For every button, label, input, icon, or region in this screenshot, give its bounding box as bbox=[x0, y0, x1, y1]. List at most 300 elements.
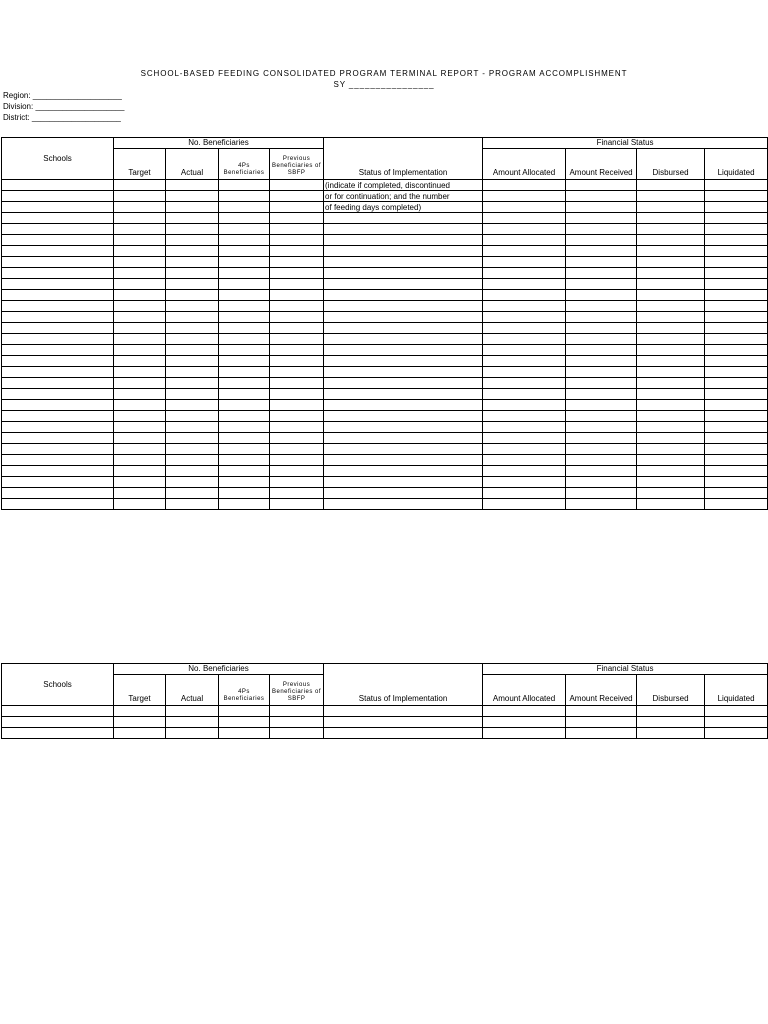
table-cell bbox=[114, 268, 166, 279]
table-cell bbox=[166, 455, 219, 466]
table-row bbox=[2, 334, 768, 345]
table-cell bbox=[566, 466, 637, 477]
schools-header: Schools bbox=[2, 664, 114, 706]
table-cell bbox=[114, 488, 166, 499]
table-cell bbox=[270, 455, 324, 466]
table-cell bbox=[270, 400, 324, 411]
table-cell bbox=[566, 345, 637, 356]
table-cell bbox=[114, 433, 166, 444]
table-cell bbox=[637, 180, 705, 191]
table-cell bbox=[270, 488, 324, 499]
table-cell bbox=[114, 356, 166, 367]
table-row bbox=[2, 202, 768, 213]
table-cell bbox=[114, 279, 166, 290]
no-beneficiaries-header: No. Beneficiaries bbox=[114, 664, 324, 675]
table-cell bbox=[219, 466, 270, 477]
table-cell bbox=[166, 356, 219, 367]
table-cell bbox=[566, 279, 637, 290]
table-cell bbox=[166, 257, 219, 268]
table-cell bbox=[483, 235, 566, 246]
table-cell bbox=[705, 433, 768, 444]
table-cell bbox=[166, 334, 219, 345]
amount-allocated-header: Amount Allocated bbox=[483, 675, 566, 706]
status-note-line: (indicate if completed, discontinued bbox=[324, 180, 483, 191]
table-cell bbox=[483, 389, 566, 400]
table-cell bbox=[705, 268, 768, 279]
table-cell bbox=[114, 422, 166, 433]
table-cell bbox=[219, 257, 270, 268]
table-cell bbox=[566, 706, 637, 717]
table-cell bbox=[483, 290, 566, 301]
table-cell bbox=[566, 191, 637, 202]
table-cell bbox=[114, 499, 166, 510]
status-note-line: of feeding days completed) bbox=[324, 202, 483, 213]
table-cell bbox=[2, 422, 114, 433]
table-cell bbox=[637, 356, 705, 367]
table-cell bbox=[483, 202, 566, 213]
table-cell bbox=[270, 367, 324, 378]
table-cell bbox=[2, 268, 114, 279]
table-cell bbox=[114, 717, 166, 728]
table-cell bbox=[166, 312, 219, 323]
table-cell bbox=[2, 202, 114, 213]
table-cell bbox=[219, 213, 270, 224]
table-cell bbox=[566, 202, 637, 213]
table-row bbox=[2, 367, 768, 378]
table-cell bbox=[324, 290, 483, 301]
district-field: District: ____________________ bbox=[3, 113, 121, 122]
table-cell bbox=[114, 180, 166, 191]
table-cell bbox=[166, 246, 219, 257]
table-cell bbox=[483, 246, 566, 257]
table-row bbox=[2, 224, 768, 235]
table-cell bbox=[270, 191, 324, 202]
table-cell bbox=[637, 301, 705, 312]
table-cell bbox=[566, 477, 637, 488]
table-cell bbox=[324, 706, 483, 717]
table-cell bbox=[637, 466, 705, 477]
table-cell bbox=[114, 290, 166, 301]
table-cell bbox=[637, 345, 705, 356]
table-cell bbox=[166, 202, 219, 213]
table-cell bbox=[219, 488, 270, 499]
table-cell bbox=[566, 301, 637, 312]
table-cell bbox=[219, 246, 270, 257]
table-cell bbox=[324, 235, 483, 246]
table-cell bbox=[270, 411, 324, 422]
table-cell bbox=[2, 400, 114, 411]
table-cell bbox=[637, 378, 705, 389]
table-cell bbox=[2, 235, 114, 246]
table-cell bbox=[705, 257, 768, 268]
table-cell bbox=[166, 466, 219, 477]
status-note-line: or for continuation; and the number bbox=[324, 191, 483, 202]
table-cell bbox=[166, 444, 219, 455]
actual-header: Actual bbox=[166, 675, 219, 706]
table-cell bbox=[324, 257, 483, 268]
table-cell bbox=[637, 706, 705, 717]
table-cell bbox=[219, 411, 270, 422]
report-title: SCHOOL-BASED FEEDING CONSOLIDATED PROGRAM TERMINAL REPORT - PROGRAM ACCOMPLISHMENT bbox=[140, 69, 628, 78]
table-cell bbox=[637, 312, 705, 323]
table-cell bbox=[2, 455, 114, 466]
table-cell bbox=[483, 180, 566, 191]
table-cell bbox=[270, 345, 324, 356]
table-cell bbox=[705, 246, 768, 257]
table-cell bbox=[166, 728, 219, 739]
table-cell bbox=[270, 224, 324, 235]
liquidated-header: Liquidated bbox=[705, 675, 768, 706]
table-cell bbox=[114, 466, 166, 477]
table-row bbox=[2, 455, 768, 466]
table-cell bbox=[166, 400, 219, 411]
table-cell bbox=[2, 444, 114, 455]
table-cell bbox=[637, 728, 705, 739]
schools-header: Schools bbox=[2, 138, 114, 180]
table-cell bbox=[219, 717, 270, 728]
table-cell bbox=[2, 367, 114, 378]
table-cell bbox=[566, 411, 637, 422]
table-cell bbox=[2, 257, 114, 268]
table-cell bbox=[2, 301, 114, 312]
region-field: Region: ____________________ bbox=[3, 91, 122, 100]
table-cell bbox=[483, 717, 566, 728]
table-cell bbox=[705, 706, 768, 717]
table-cell bbox=[705, 728, 768, 739]
table-cell bbox=[483, 488, 566, 499]
table-cell bbox=[114, 389, 166, 400]
table-cell bbox=[166, 323, 219, 334]
table-cell bbox=[566, 323, 637, 334]
table-cell bbox=[166, 717, 219, 728]
table-cell bbox=[566, 389, 637, 400]
previous-beneficiaries-header: Previous Beneficiaries of SBFP bbox=[270, 675, 324, 706]
table-row bbox=[2, 279, 768, 290]
table-row bbox=[2, 312, 768, 323]
table-cell bbox=[483, 455, 566, 466]
table-cell bbox=[114, 191, 166, 202]
table-cell bbox=[270, 706, 324, 717]
table-row bbox=[2, 268, 768, 279]
table-cell bbox=[637, 411, 705, 422]
table-cell bbox=[566, 400, 637, 411]
table-cell bbox=[705, 422, 768, 433]
table-cell bbox=[705, 477, 768, 488]
table-cell bbox=[705, 389, 768, 400]
no-beneficiaries-header: No. Beneficiaries bbox=[114, 138, 324, 149]
table-cell bbox=[637, 279, 705, 290]
table-cell bbox=[2, 246, 114, 257]
table-cell bbox=[270, 301, 324, 312]
table-cell bbox=[566, 488, 637, 499]
table-cell bbox=[483, 356, 566, 367]
table-cell bbox=[324, 728, 483, 739]
table-cell bbox=[270, 323, 324, 334]
table-cell bbox=[566, 213, 637, 224]
table-cell bbox=[705, 367, 768, 378]
table-cell bbox=[566, 257, 637, 268]
table-cell bbox=[637, 389, 705, 400]
table-cell bbox=[705, 466, 768, 477]
table-cell bbox=[637, 422, 705, 433]
table-cell bbox=[637, 400, 705, 411]
table-cell bbox=[324, 268, 483, 279]
table-cell bbox=[166, 180, 219, 191]
table-cell bbox=[637, 191, 705, 202]
table-cell bbox=[219, 180, 270, 191]
table-row bbox=[2, 717, 768, 728]
table-cell bbox=[705, 356, 768, 367]
table-cell bbox=[114, 378, 166, 389]
table-cell bbox=[483, 499, 566, 510]
target-header: Target bbox=[114, 675, 166, 706]
table-cell bbox=[2, 433, 114, 444]
table-cell bbox=[705, 279, 768, 290]
table-cell bbox=[566, 356, 637, 367]
table-cell bbox=[219, 202, 270, 213]
table-cell bbox=[166, 213, 219, 224]
table-cell bbox=[114, 400, 166, 411]
table-cell bbox=[2, 279, 114, 290]
table-row bbox=[2, 213, 768, 224]
financial-status-header: Financial Status bbox=[483, 664, 768, 675]
table-cell bbox=[2, 389, 114, 400]
table-cell bbox=[270, 180, 324, 191]
table-cell bbox=[566, 422, 637, 433]
division-field: Division: ____________________ bbox=[3, 102, 125, 111]
amount-received-header: Amount Received bbox=[566, 675, 637, 706]
table-cell bbox=[219, 422, 270, 433]
table-cell bbox=[637, 717, 705, 728]
table-cell bbox=[219, 224, 270, 235]
table-cell bbox=[566, 455, 637, 466]
table-cell bbox=[270, 717, 324, 728]
table-cell bbox=[324, 400, 483, 411]
table-cell bbox=[166, 422, 219, 433]
table-cell bbox=[637, 477, 705, 488]
table-cell bbox=[270, 257, 324, 268]
table-cell bbox=[2, 499, 114, 510]
table-cell bbox=[324, 246, 483, 257]
previous-beneficiaries-header: Previous Beneficiaries of SBFP bbox=[270, 149, 324, 180]
table-cell bbox=[566, 728, 637, 739]
table-cell bbox=[270, 246, 324, 257]
table-cell bbox=[2, 191, 114, 202]
table-cell bbox=[219, 312, 270, 323]
table-cell bbox=[705, 499, 768, 510]
table-cell bbox=[114, 301, 166, 312]
table-cell bbox=[219, 477, 270, 488]
table-cell bbox=[324, 224, 483, 235]
table-row bbox=[2, 345, 768, 356]
status-of-implementation-header: Status of Implementation bbox=[324, 664, 483, 706]
table-cell bbox=[483, 422, 566, 433]
table-row bbox=[2, 301, 768, 312]
program-accomplishment-table bbox=[1, 137, 768, 510]
table-cell bbox=[324, 367, 483, 378]
actual-header: Actual bbox=[166, 149, 219, 180]
table-cell bbox=[483, 477, 566, 488]
table-cell bbox=[566, 224, 637, 235]
table-cell bbox=[483, 728, 566, 739]
table-cell bbox=[705, 202, 768, 213]
table-cell bbox=[637, 290, 705, 301]
table-cell bbox=[2, 224, 114, 235]
table-cell bbox=[219, 433, 270, 444]
table-cell bbox=[566, 290, 637, 301]
table-cell bbox=[705, 444, 768, 455]
table-row bbox=[2, 191, 768, 202]
table-cell bbox=[637, 224, 705, 235]
table-cell bbox=[219, 400, 270, 411]
table-row bbox=[2, 488, 768, 499]
table-cell bbox=[114, 235, 166, 246]
program-accomplishment-table-2 bbox=[1, 663, 768, 739]
table-row bbox=[2, 444, 768, 455]
table-cell bbox=[270, 290, 324, 301]
table-cell bbox=[705, 191, 768, 202]
table-cell bbox=[166, 488, 219, 499]
table-cell bbox=[324, 378, 483, 389]
table-cell bbox=[483, 400, 566, 411]
table-cell bbox=[2, 323, 114, 334]
table-cell bbox=[483, 213, 566, 224]
table-cell bbox=[2, 466, 114, 477]
table-cell bbox=[114, 323, 166, 334]
table-cell bbox=[324, 488, 483, 499]
table-cell bbox=[324, 213, 483, 224]
table-cell bbox=[166, 235, 219, 246]
table-cell bbox=[483, 367, 566, 378]
table-cell bbox=[705, 455, 768, 466]
table-cell bbox=[219, 235, 270, 246]
school-year-line: SY ________________ bbox=[333, 80, 435, 89]
target-header: Target bbox=[114, 149, 166, 180]
table-row bbox=[2, 499, 768, 510]
table-cell bbox=[566, 180, 637, 191]
table-cell bbox=[2, 706, 114, 717]
table-cell bbox=[166, 706, 219, 717]
table-cell bbox=[705, 180, 768, 191]
table-cell bbox=[566, 246, 637, 257]
table-cell bbox=[566, 235, 637, 246]
table-cell bbox=[705, 213, 768, 224]
table-cell bbox=[270, 268, 324, 279]
table-cell bbox=[2, 411, 114, 422]
table-cell bbox=[270, 235, 324, 246]
table-cell bbox=[324, 279, 483, 290]
table-row bbox=[2, 356, 768, 367]
status-of-implementation-header: Status of Implementation bbox=[324, 138, 483, 180]
table-cell bbox=[483, 378, 566, 389]
table-cell bbox=[637, 246, 705, 257]
table-cell bbox=[219, 323, 270, 334]
table-cell bbox=[2, 213, 114, 224]
table-cell bbox=[324, 477, 483, 488]
table-cell bbox=[324, 312, 483, 323]
table-cell bbox=[2, 180, 114, 191]
table-cell bbox=[270, 422, 324, 433]
table-cell bbox=[166, 279, 219, 290]
fourps-beneficiaries-header: 4Ps Beneficiaries bbox=[219, 675, 270, 706]
table-cell bbox=[324, 466, 483, 477]
table-cell bbox=[566, 444, 637, 455]
table-cell bbox=[566, 717, 637, 728]
disbursed-header: Disbursed bbox=[637, 675, 705, 706]
table-row bbox=[2, 257, 768, 268]
table-cell bbox=[166, 268, 219, 279]
table-row bbox=[2, 422, 768, 433]
table-cell bbox=[637, 488, 705, 499]
table-cell bbox=[483, 312, 566, 323]
table-cell bbox=[483, 706, 566, 717]
table-cell bbox=[219, 499, 270, 510]
table-cell bbox=[637, 235, 705, 246]
table-cell bbox=[114, 345, 166, 356]
table-cell bbox=[566, 367, 637, 378]
table-cell bbox=[2, 717, 114, 728]
table-cell bbox=[483, 345, 566, 356]
table-cell bbox=[483, 301, 566, 312]
table-cell bbox=[114, 728, 166, 739]
table-cell bbox=[219, 290, 270, 301]
table-cell bbox=[705, 378, 768, 389]
table-cell bbox=[219, 389, 270, 400]
table-cell bbox=[114, 411, 166, 422]
table-cell bbox=[637, 268, 705, 279]
table-cell bbox=[705, 323, 768, 334]
table-cell bbox=[324, 411, 483, 422]
table-cell bbox=[2, 378, 114, 389]
table-cell bbox=[637, 323, 705, 334]
table-cell bbox=[637, 257, 705, 268]
table-cell bbox=[270, 389, 324, 400]
table-cell bbox=[705, 400, 768, 411]
liquidated-header: Liquidated bbox=[705, 149, 768, 180]
table-cell bbox=[114, 706, 166, 717]
table-cell bbox=[166, 378, 219, 389]
table-cell bbox=[166, 499, 219, 510]
table-cell bbox=[705, 334, 768, 345]
table-cell bbox=[483, 433, 566, 444]
table-cell bbox=[114, 477, 166, 488]
table-cell bbox=[219, 345, 270, 356]
table-cell bbox=[324, 356, 483, 367]
table-cell bbox=[114, 367, 166, 378]
table-cell bbox=[483, 323, 566, 334]
table-cell bbox=[483, 191, 566, 202]
fourps-beneficiaries-header: 4Ps Beneficiaries bbox=[219, 149, 270, 180]
table-cell bbox=[705, 235, 768, 246]
table-cell bbox=[324, 717, 483, 728]
table-cell bbox=[637, 455, 705, 466]
table-cell bbox=[324, 389, 483, 400]
table-row bbox=[2, 235, 768, 246]
table-row bbox=[2, 180, 768, 191]
table-cell bbox=[114, 224, 166, 235]
table-row bbox=[2, 433, 768, 444]
table-cell bbox=[270, 728, 324, 739]
table-cell bbox=[637, 444, 705, 455]
table-cell bbox=[324, 323, 483, 334]
table-row bbox=[2, 400, 768, 411]
table-cell bbox=[270, 378, 324, 389]
table-cell bbox=[166, 290, 219, 301]
table-cell bbox=[270, 279, 324, 290]
table-cell bbox=[270, 433, 324, 444]
table-cell bbox=[2, 356, 114, 367]
table-row bbox=[2, 389, 768, 400]
